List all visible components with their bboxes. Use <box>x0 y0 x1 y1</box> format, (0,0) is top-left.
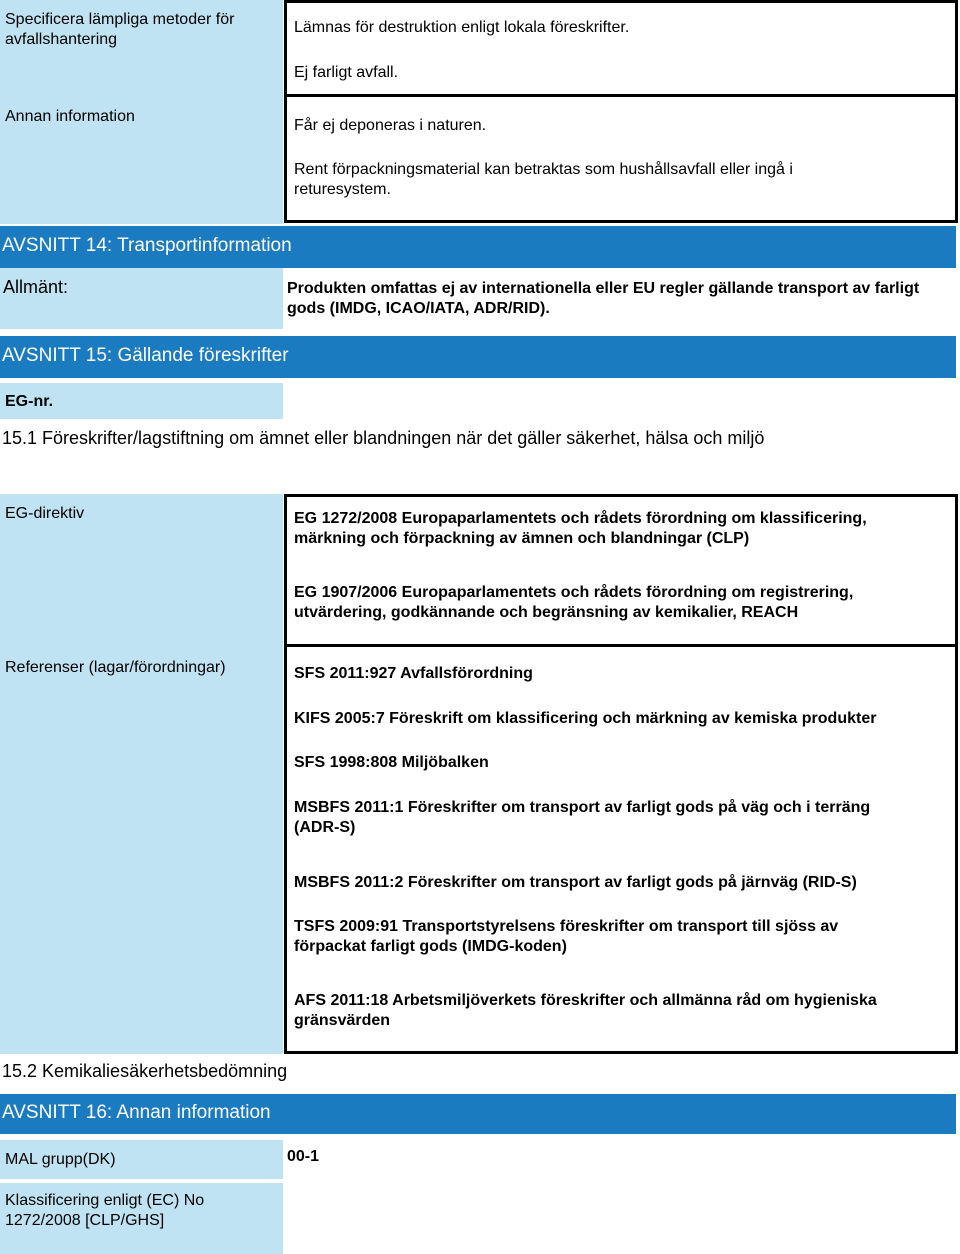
refs-label: Referenser (lagar/förordningar) <box>5 659 226 676</box>
waste-other-line: Rent förpackningsmaterial kan betraktas som hushållsavfall eller ingå i returesystem. <box>294 161 793 198</box>
section-15-header <box>0 336 956 378</box>
reference-item: MSBFS 2011:1 Föreskrifter om transport av farligt gods på väg och i terräng (ADR-S) <box>294 799 871 836</box>
directive-item: EG 1272/2008 Europaparlamentets och rådets förordning om klassificering, märkning och förpackning av ämnen och blandningar (CLP) <box>294 510 867 547</box>
reference-item: KIFS 2005:7 Föreskrift om klassificering och märkning av kemiska produkter <box>294 710 877 727</box>
transport-general-text: Produkten omfattas ej av internationella eller EU regler gällande transport av farligt gods (IMDG, ICAO/IATA, ADR/RID). <box>287 280 920 317</box>
waste-method-line: Lämnas för destruktion enligt lokala föreskrifter. <box>294 19 630 36</box>
section-16-title: AVSNITT 16: Annan information <box>2 1102 271 1123</box>
waste-method-label: Specificera lämpliga metoder för avfallshantering <box>5 11 235 48</box>
directive-item: EG 1907/2006 Europaparlamentets och rådets förordning om registrering, utvärdering, godkännande och begränsning av kemikalier, REACH <box>294 584 854 621</box>
waste-other-box <box>284 94 958 223</box>
clp-label: Klassificering enligt (EC) No 1272/2008 [CLP/GHS] <box>5 1192 205 1229</box>
waste-other-label-cell <box>0 97 283 224</box>
waste-other-label: Annan information <box>5 108 135 125</box>
reference-item: MSBFS 2011:2 Föreskrifter om transport av farligt gods på järnväg (RID-S) <box>294 874 857 891</box>
waste-method-label-cell <box>0 0 283 97</box>
section-15-title: AVSNITT 15: Gällande föreskrifter <box>2 345 289 366</box>
reference-item: AFS 2011:18 Arbetsmiljöverkets föreskrifter och allmänna råd om hygieniska gränsvärden <box>294 992 877 1029</box>
refs-label-cell <box>0 646 283 1054</box>
reference-item: SFS 1998:808 Miljöbalken <box>294 754 489 771</box>
transport-general-label-cell <box>0 268 283 329</box>
mal-label-cell <box>0 1140 283 1179</box>
waste-other-line: Får ej deponeras i naturen. <box>294 117 487 134</box>
waste-method-line: Ej farligt avfall. <box>294 64 399 81</box>
section-15-2-title: 15.2 Kemikaliesäkerhetsbedömning <box>2 1061 288 1081</box>
directive-label: EG-direktiv <box>5 505 85 522</box>
reference-item: SFS 2011:927 Avfallsförordning <box>294 665 533 682</box>
section-15-1-title: 15.1 Föreskrifter/lagstiftning om ämnet eller blandningen när det gäller säkerhet, hälsa och miljö <box>2 428 765 448</box>
reference-item: TSFS 2009:91 Transportstyrelsens föreskrifter om transport till sjöss av förpackat farligt gods (IMDG-koden) <box>294 918 839 955</box>
section-14-title: AVSNITT 14: Transportinformation <box>2 235 292 256</box>
eg-nr-label: EG-nr. <box>5 393 54 410</box>
mal-label: MAL grupp(DK) <box>5 1151 116 1168</box>
transport-general-label: Allmänt: <box>3 277 69 297</box>
directive-label-cell <box>0 494 283 646</box>
eg-nr-label-cell <box>0 383 283 419</box>
section-16-header <box>0 1094 956 1134</box>
mal-value: 00-1 <box>287 1148 320 1165</box>
clp-label-cell <box>0 1183 283 1254</box>
section-14-header <box>0 226 956 268</box>
